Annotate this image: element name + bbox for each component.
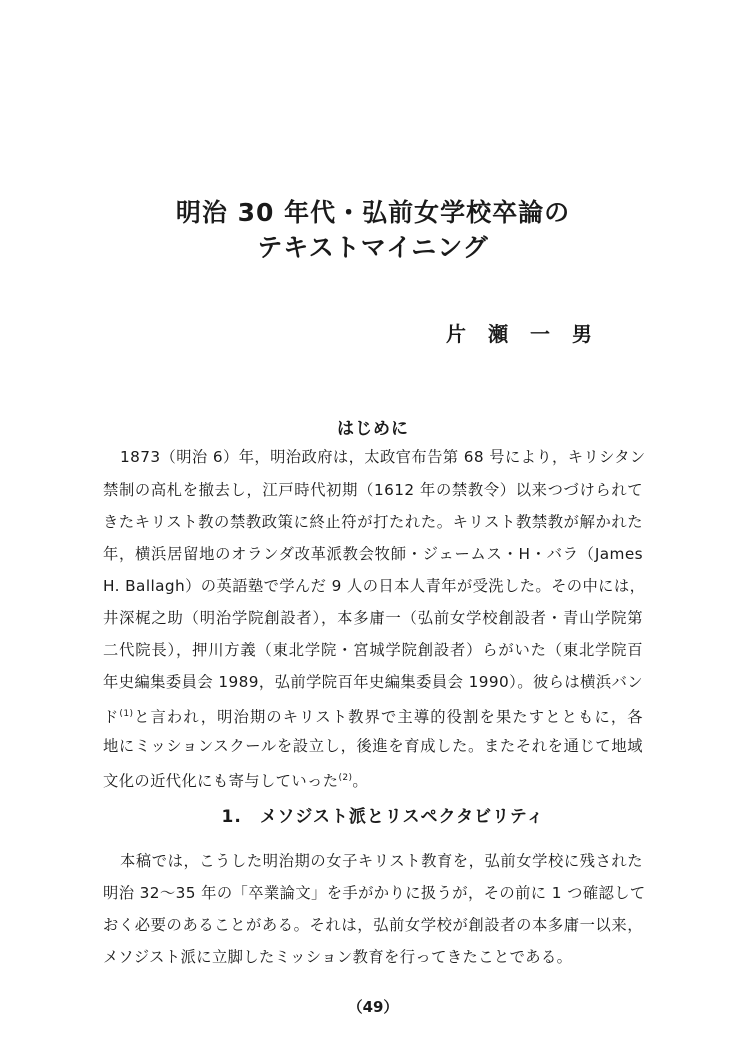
page-number: （49） xyxy=(347,998,399,1016)
intro-line-9-rest: と言われ，明治期のキリスト教界で主導的役割を果たすとともに，各 xyxy=(133,708,643,727)
section-1-line-4: メソジスト派に立脚したミッション教育を行ってきたことである。 xyxy=(103,948,573,966)
section-1-line-2: 明治 32〜35 年の「卒業論文」を手がかりに扱うが，その前に 1 つ確認して xyxy=(103,884,646,902)
intro-line-5: H. Ballagh）の英語塾で学んだ 9 人の日本人青年が受洗した。その中には， xyxy=(103,577,646,595)
intro-line-3: きたキリスト教の禁教政策に終止符が打たれた。キリスト教禁教が解かれた xyxy=(103,513,643,531)
section-1-line-1: 本稿では，こうした明治期の女子キリスト教育を，弘前女学校に残された xyxy=(120,852,643,870)
intro-line-11-text: 文化の近代化にも寄与していった xyxy=(103,772,339,791)
intro-line-11 xyxy=(103,768,643,791)
intro-line-11-end: 。 xyxy=(352,772,369,791)
intro-heading: はじめに xyxy=(337,419,409,439)
intro-line-7: 二代院長），押川方義（東北学院・宮城学院創設者）らがいた（東北学院百 xyxy=(103,641,643,659)
paper-title-line-1: 明治 30 年代・弘前女学校卒論の xyxy=(175,198,571,227)
paper-title-line-2: テキストマイニング xyxy=(257,233,489,262)
section-1-line-3: おく必要のあることがある。それは，弘前女学校が創設者の本多庸一以来， xyxy=(103,916,643,934)
intro-line-4: 年，横浜居留地のオランダ改革派教会牧師・ジェームス・H・バラ（James xyxy=(103,545,643,563)
intro-line-1: 1873（明治 6）年，明治政府は，太政官布告第 68 号により，キリシタン xyxy=(120,448,646,466)
footnote-ref-2[interactable]: (2) xyxy=(338,773,353,783)
footnote-ref-1[interactable]: (1) xyxy=(119,709,134,719)
intro-line-9 xyxy=(103,704,643,727)
intro-line-10: 地にミッションスクールを設立し，後進を育成した。またそれを通じて地域 xyxy=(103,737,643,755)
intro-line-9-start: ド xyxy=(103,708,120,727)
author-name: 片瀬一男 xyxy=(446,322,614,346)
section-1-heading: 1. メソジスト派とリスペクタビリティ xyxy=(221,807,545,827)
intro-line-6: 井深梶之助（明治学院創設者），本多庸一（弘前女学校創設者・青山学院第 xyxy=(103,609,643,627)
intro-line-2: 禁制の高札を撤去し，江戸時代初期（1612 年の禁教令）以来つづけられて xyxy=(103,481,643,499)
intro-line-8: 年史編集委員会 1989，弘前学院百年史編集委員会 1990）。彼らは横浜バン xyxy=(103,673,643,691)
